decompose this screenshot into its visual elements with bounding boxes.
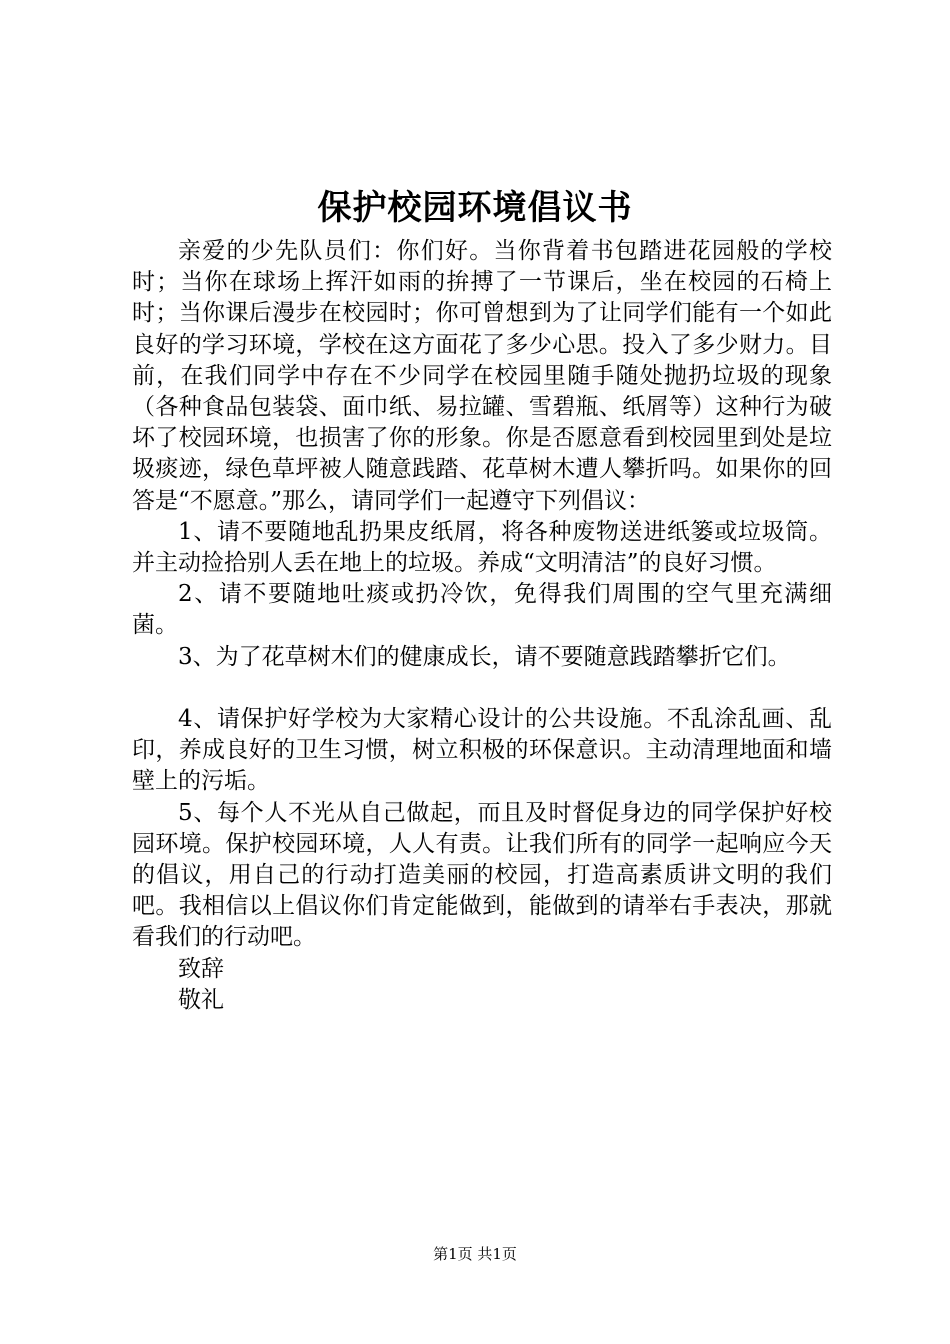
closing-line-2: 敬礼 [178,986,224,1013]
proposal-item-2: 2、请不要随地吐痰或扔冷饮，免得我们周围的空气里充满细菌。 [132,581,832,639]
closing-line-1: 致辞 [178,955,224,982]
proposal-item-4: 4、请保护好学校为大家精心设计的公共设施。不乱涂乱画、乱印，养成良好的卫生习惯，树立积极的环保意识。主动清理地面和墙壁上的污垢。 [132,706,832,795]
proposal-item-1: 1、请不要随地乱扔果皮纸屑，将各种废物送进纸篓或垃圾筒。并主动捡拾别人丢在地上的垃圾。养成“文明清洁”的良好习惯。 [132,518,832,577]
blank-line [132,673,832,704]
proposal-item-5: 5、每个人不光从自己做起，而且及时督促身边的同学保护好校园环境。保护校园环境，人人有责。让我们所有的同学一起响应今天的倡议，用自己的行动打造美丽的校园，打造高素质讲文明的我们吧。我相信以上倡议你们肯定能做到，能做到的请举右手表决，那就看我们的行动吧。 [132,799,832,951]
page-footer: 第1页 共1页 [433,1245,517,1263]
document-body [132,236,832,1016]
document-title: 保护校园环境倡议书 [317,188,633,228]
proposal-item-3: 3、为了花草树木们的健康成长，请不要随意践踏攀折它们。 [178,643,791,670]
intro-paragraph: 亲爱的少先队员们：你们好。当你背着书包踏进花园般的学校时；当你在球场上挥汗如雨的拚搏了一节课后，坐在校园的石椅上时；当你课后漫步在校园时；你可曾想到为了让同学们能有一个如此良好的学习环境，学校在这方面花了多少心思。投入了多少财力。目前，在我们同学中存在不少同学在校园里随手随处抛扔垃圾的现象（各种食品包装袋、面巾纸、易拉罐、雪碧瓶、纸屑等）这种行为破坏了校园环境，也损害了你的形象。你是否愿意看到校园里到处是垃圾痰迹，绿色草坪被人随意践踏、花草树木遭人攀折吗。如果你的回答是“不愿意。”那么，请同学们一起遵守下列倡议： [132,238,832,514]
